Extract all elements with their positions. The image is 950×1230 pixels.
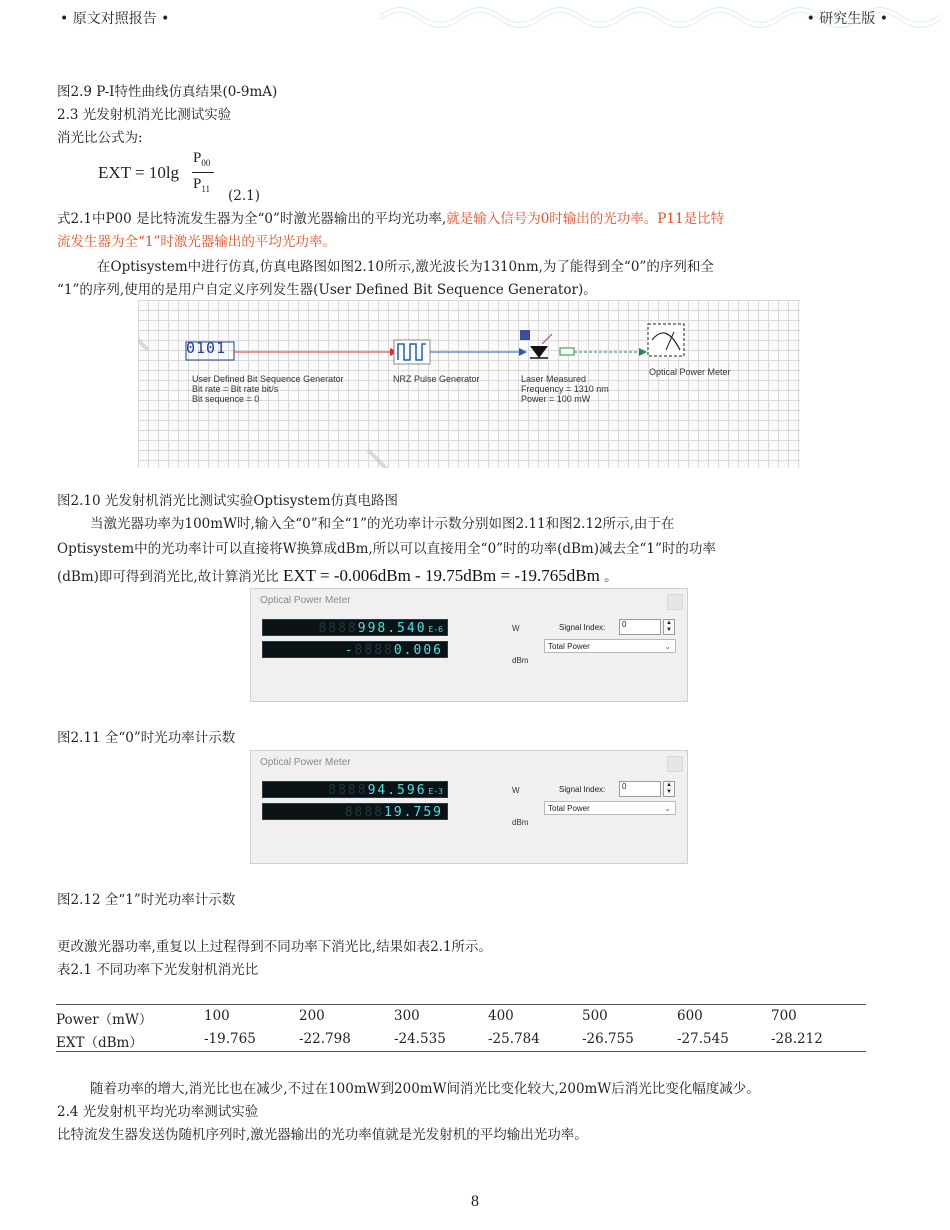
ext-calculation: EXT = -0.006dBm - 19.75dBm = -19.765dBm [283, 566, 600, 585]
signal-index-spinner[interactable]: ▲ ▼ [663, 781, 675, 797]
header-left: • 原文对照报告 • [60, 11, 170, 27]
table-cell: EXT（dBm） [56, 1035, 143, 1051]
section-2-4-heading: 2.4 光发射机平均光功率测试实验 [57, 1104, 259, 1120]
power-type-select[interactable]: Total Power ⌄ [544, 639, 676, 653]
laser-label: Laser Measured Frequency = 1310 nm Power = 100 mW [521, 374, 609, 404]
para6: 比特流发生器发送伪随机序列时,激光器输出的光功率值就是光发射机的平均输出光功率。 [57, 1127, 588, 1143]
table-row [56, 1028, 866, 1051]
power-type-select[interactable]: Total Power ⌄ [544, 801, 676, 815]
table-cell: -28.212 [771, 1031, 823, 1047]
unit-w: W [512, 624, 520, 633]
close-icon[interactable] [667, 756, 683, 772]
formula-lhs: EXT = 10lg [98, 163, 180, 182]
bit-generator-label: User Defined Bit Sequence Generator Bit rate = Bit rate bit/s Bit sequence = 0 [192, 374, 344, 404]
table-cell: 200 [299, 1008, 325, 1024]
power-dbm-display: -88880.006 [262, 641, 448, 658]
meter-title: Optical Power Meter [260, 757, 351, 768]
extinction-ratio-table [56, 1004, 866, 1052]
signal-index-input[interactable]: 0 [619, 619, 661, 635]
nrz-label: NRZ Pulse Generator [393, 374, 480, 384]
table-cell: -19.765 [204, 1031, 256, 1047]
table-header-row [56, 1005, 866, 1028]
chevron-down-icon: ⌄ [664, 804, 671, 813]
table-cell: 100 [204, 1008, 230, 1024]
power-w-display: 888894.596 E-3 [262, 781, 448, 798]
para4: 更改激光器功率,重复以上过程得到不同功率下消光比,结果如表2.1所示。 [57, 939, 493, 955]
bit-generator-symbol: 0101 [186, 339, 227, 357]
header-ornament [380, 0, 940, 30]
signal-index-label: Signal Index: [559, 623, 606, 632]
table-cell: -22.798 [299, 1031, 351, 1047]
para2-line2: “1”的序列,使用的是用户自定义序列发生器(User Defined Bit Sequence Generator)。 [57, 282, 597, 298]
equation-number: (2.1) [228, 188, 261, 204]
table-cell: 700 [771, 1008, 797, 1024]
table-cell: -26.755 [582, 1031, 634, 1047]
unit-dbm: dBm [512, 818, 529, 827]
signal-index-spinner[interactable]: ▲ ▼ [663, 619, 675, 635]
para1-line2: 流发生器为全“1”时激光器输出的平均光功率。 [57, 234, 336, 250]
page-number: 8 [471, 1193, 479, 1210]
table-cell: 600 [677, 1008, 703, 1024]
ext-formula [98, 163, 179, 183]
section-2-3-heading: 2.3 光发射机消光比测试实验 [57, 107, 232, 123]
formula-denominator: $P_{11}$ [193, 176, 211, 194]
power-w-display: 8888998.540 E-6 [262, 619, 448, 636]
fig212-caption: 图2.12 全“1”时光功率计示数 [57, 892, 236, 908]
header-right: • 研究生版 • [806, 11, 888, 27]
table-cell: -25.784 [488, 1031, 540, 1047]
para3-line2: Optisystem中的光功率计可以直接将W换算成dBm,所以可以直接用全“0”时的功率(dBm)减去全“1”时的功率 [57, 541, 716, 557]
signal-index-label: Signal Index: [559, 785, 606, 794]
para1-line1: 式2.1中P00 是比特流发生器为全“0”时激光器输出的平均光功率,就是输入信号为0时输出的光功率。P11是比特 [57, 211, 725, 227]
fig211-caption: 图2.11 全“0”时光功率计示数 [57, 730, 236, 746]
table-cell: Power（mW） [56, 1012, 153, 1028]
unit-w: W [512, 786, 520, 795]
fig210-caption: 图2.10 光发射机消光比测试实验Optisystem仿真电路图 [57, 493, 398, 509]
unit-dbm: dBm [512, 656, 529, 665]
table-cell: 500 [582, 1008, 608, 1024]
optical-power-meter-window-1 [250, 588, 688, 702]
power-dbm-display: 888819.759 [262, 803, 448, 820]
para3-line1: 当激光器功率为100mW时,输入全“0”和全“1”的光功率计示数分别如图2.11和图2.12所示,由于在 [90, 516, 675, 532]
table-cell: -24.535 [394, 1031, 446, 1047]
optical-power-meter-window-2 [250, 750, 688, 864]
meter-title: Optical Power Meter [260, 595, 351, 606]
table-2-1-caption: 表2.1 不同功率下光发射机消光比 [57, 962, 259, 978]
para5: 随着功率的增大,消光比也在减少,不过在100mW到200mW间消光比变化较大,200mW后消光比变化幅度减少。 [90, 1081, 760, 1097]
table-cell: 400 [488, 1008, 514, 1024]
fig29-caption: 图2.9 P-I特性曲线仿真结果(0-9mA) [57, 84, 278, 100]
signal-index-input[interactable]: 0 [619, 781, 661, 797]
formula-numerator: $P_{00}$ [193, 150, 211, 168]
power-meter-label: Optical Power Meter [649, 367, 731, 377]
fraction-bar [192, 172, 214, 173]
table-cell: -27.545 [677, 1031, 729, 1047]
close-icon[interactable] [667, 594, 683, 610]
para3-line3: (dBm)即可得到消光比,故计算消光比 EXT = -0.006dBm - 19.75dBm = -19.765dBm 。 [57, 566, 618, 585]
chevron-down-icon: ⌄ [664, 642, 671, 651]
formula-intro: 消光比公式为: [57, 130, 143, 146]
para2-line1: 在Optisystem中进行仿真,仿真电路图如图2.10所示,激光波长为1310nm,为了能得到全“0”的序列和全 [97, 259, 714, 275]
table-cell: 300 [394, 1008, 420, 1024]
